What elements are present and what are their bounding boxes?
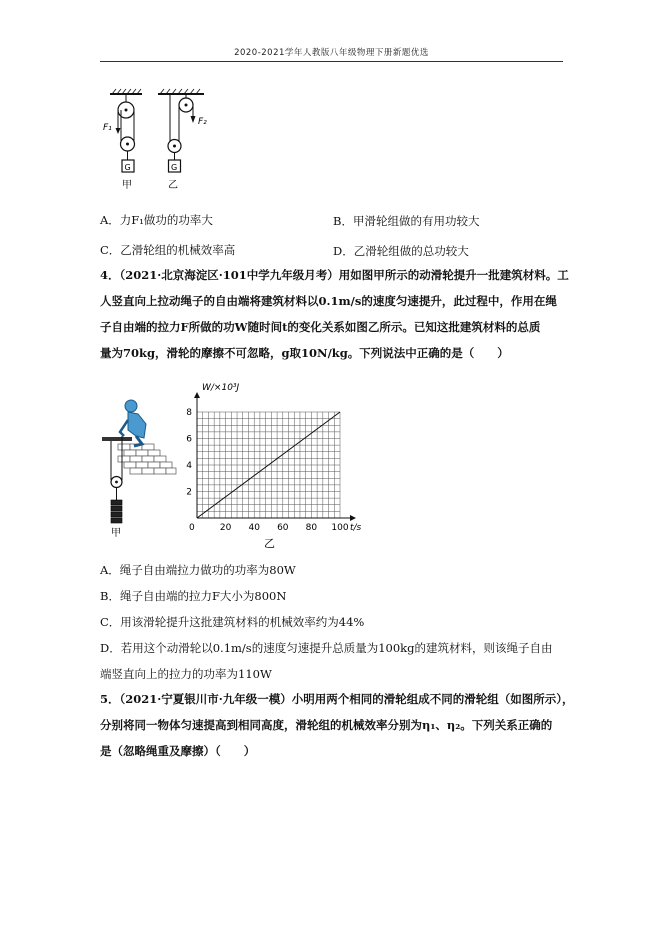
work-time-chart	[180, 378, 366, 550]
ceiling-right	[158, 89, 204, 94]
q3-option-d: D．乙滑轮组做的总功较大	[333, 244, 469, 258]
q4-line-1: 4．（2021·北京海淀区·101中学九年级月考）用如图甲所示的动滑轮提升一批建筑材料。工	[100, 268, 569, 282]
ceiling-left	[110, 89, 142, 94]
beam	[102, 437, 132, 441]
x-tick-label: 100	[331, 523, 349, 533]
brick-wall	[118, 444, 176, 474]
y-tick-label: 4	[186, 461, 192, 471]
tick-label-origin: 0	[189, 523, 195, 533]
worker-head	[125, 400, 137, 412]
svg-text:G: G	[171, 163, 178, 172]
q5-line-3: 是（忽略绳重及摩擦）（ ）	[100, 744, 256, 758]
x-tick-label: 60	[277, 523, 289, 533]
pulley-figure	[100, 88, 220, 194]
q3-option-a: A．力F₁做功的功率大	[100, 213, 213, 227]
worker-figure	[98, 392, 184, 537]
header-rule	[100, 61, 563, 62]
q4-line-2: 人竖直向上拉动绳子的自由端将建筑材料以0.1m/s的速度匀速提升，此过程中，作用在绳	[100, 294, 557, 308]
f1-label: F₁	[103, 123, 112, 133]
label-jia: 甲	[122, 180, 132, 191]
page-header: 2020-2021学年人教版八年级物理下册新题优选	[234, 48, 429, 58]
q4-option-b: B．绳子自由端的拉力F大小为800N	[100, 589, 287, 603]
q5-line-2: 分别将同一物体匀速提高到相同高度，滑轮组的机械效率分别为η₁、η₂。下列关系正确的	[100, 718, 553, 732]
q3-option-c: C．乙滑轮组的机械效率高	[100, 243, 236, 257]
svg-text:G: G	[124, 163, 131, 172]
worker-body	[128, 412, 146, 438]
q4-option-a: A．绳子自由端拉力做功的功率为80W	[100, 563, 296, 577]
q4-option-d-line-2: 端竖直向上的拉力的功率为110W	[100, 667, 272, 681]
chart-caption: 乙	[264, 537, 275, 550]
f2-label: F₂	[198, 117, 207, 127]
y-tick-label: 2	[186, 487, 192, 498]
y-axis-label: W/×10³J	[202, 383, 240, 393]
x-tick-label: 80	[305, 523, 318, 533]
x-tick-label: 20	[219, 523, 232, 533]
q4-option-d-line-1: D．若用这个动滑轮以0.1m/s的速度匀速提升总质量为100kg的建筑材料，则该绳子自由	[100, 641, 553, 655]
label-jia-2: 甲	[111, 528, 121, 537]
q4-line-4: 量为70kg，滑轮的摩擦不可忽略，g取10N/kg。下列说法中正确的是（ ）	[100, 346, 509, 360]
q4-line-3: 子自由端的拉力F所做的功W随时间t的变化关系如图乙所示。已知这批建筑材料的总质	[100, 320, 541, 334]
y-tick-label: 8	[186, 408, 192, 418]
q3-option-b: B．甲滑轮组做的有用功较大	[333, 214, 480, 228]
y-axis-arrow	[194, 392, 200, 398]
x-axis-label: t/s	[350, 523, 362, 533]
y-tick-label: 6	[186, 434, 192, 445]
x-axis-arrow	[350, 515, 356, 521]
label-yi: 乙	[168, 180, 178, 191]
x-tick-label: 40	[248, 523, 260, 533]
q5-line-1: 5．（2021·宁夏银川市·九年级一模）小明用两个相同的滑轮组成不同的滑轮组（如图所示），	[100, 692, 574, 706]
q4-option-c: C．用该滑轮提升这批建筑材料的机械效率约为44%	[100, 615, 365, 629]
hanging-load	[111, 500, 122, 523]
